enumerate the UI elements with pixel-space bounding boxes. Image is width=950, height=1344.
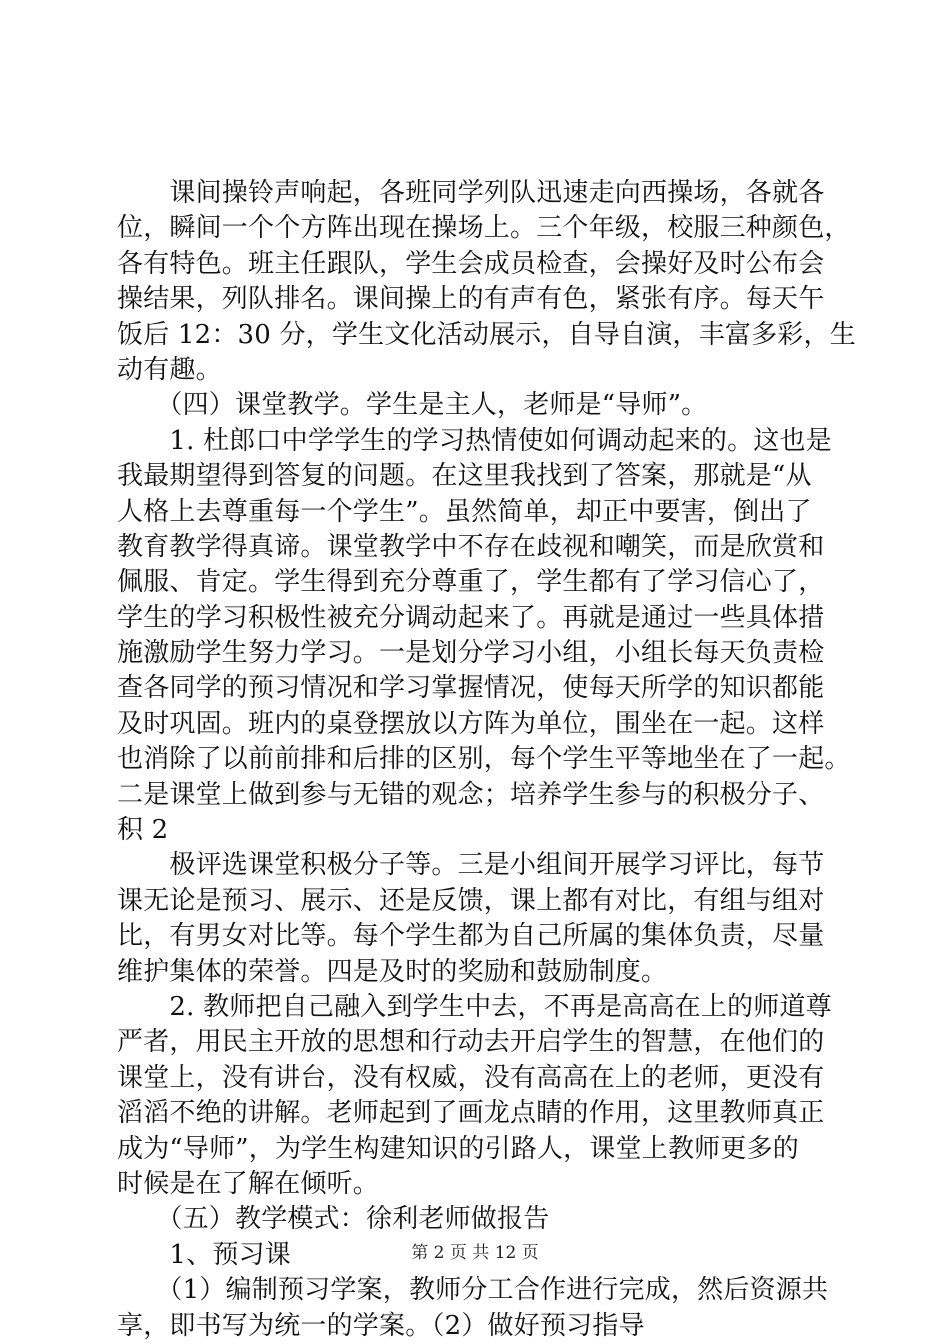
text-line: 极评选课堂积极分子等。三是小组间开展学习评比，每节 xyxy=(117,850,825,881)
text-line: 也消除了以前前排和后排的区别，每个学生平等地坐在了一起。 xyxy=(117,744,851,775)
text-line: 学生的学习积极性被充分调动起来了。再就是通过一些具体措 xyxy=(117,602,825,633)
text-line: 二是课堂上做到参与无错的观念；培养学生参与的积极分子、 xyxy=(117,779,825,810)
subsection-heading: 1、预习课 xyxy=(117,1239,291,1270)
text-line: 查各同学的预习情况和学习掌握情况，使每天所学的知识都能 xyxy=(117,673,825,704)
text-line: 维护集体的荣誉。四是及时的奖励和鼓励制度。 xyxy=(117,956,668,987)
text-line: 操结果，列队排名。课间操上的有声有色，紧张有序。每天午 xyxy=(117,284,825,315)
text-line: 佩服、肯定。学生得到充分尊重了，学生都有了学习信心了， xyxy=(117,567,825,598)
text-line: 位，瞬间一个个方阵出现在操场上。三个年级，校服三种颜色， xyxy=(117,213,851,244)
text-line: 2. 教师把自己融入到学生中去，不再是高高在上的师道尊 xyxy=(117,991,832,1022)
page-number-footer: 第 2 页 共 12 页 xyxy=(411,1243,539,1263)
text-line: 动有趣。 xyxy=(117,354,222,385)
text-line: 比，有男女对比等。每个学生都为自己所属的集体负责，尽量 xyxy=(117,921,825,952)
text-line: 课无论是预习、展示、还是反馈，课上都有对比，有组与组对 xyxy=(117,885,825,916)
section-heading: （五）教学模式：徐利老师做报告 xyxy=(117,1204,550,1235)
text-line: （1）编制预习学案，教师分工合作进行完成，然后资源共 xyxy=(117,1275,829,1306)
text-line: 人格上去尊重每一个学生”。虽然简单，却正中要害，倒出了 xyxy=(117,496,812,527)
text-line: 教育教学得真谛。课堂教学中不存在歧视和嘲笑，而是欣赏和 xyxy=(117,531,825,562)
text-line: 1. 杜郎口中学学生的学习热情使如何调动起来的。这也是 xyxy=(117,425,832,456)
text-line: 积 2 xyxy=(117,815,169,846)
text-line: 严者，用民主开放的思想和行动去开启学生的智慧，在他们的 xyxy=(117,1027,825,1058)
text-line: 滔滔不绝的讲解。老师起到了画龙点睛的作用，这里教师真正 xyxy=(117,1098,825,1129)
text-line: 施激励学生努力学习。一是划分学习小组，小组长每天负责检 xyxy=(117,638,825,669)
text-line: 我最期望得到答复的问题。在这里我找到了答案，那就是“从 xyxy=(117,461,812,492)
text-line: 享，即书写为统一的学案。（2）做好预习指导 xyxy=(117,1310,645,1341)
text-line: 课间操铃声响起，各班同学列队迅速走向西操场，各就各 xyxy=(117,178,825,208)
document-body xyxy=(117,176,856,1344)
text-line: 时候是在了解在倾听。 xyxy=(117,1168,380,1199)
text-line: 成为“导师”，为学生构建知识的引路人，课堂上教师更多的 xyxy=(117,1133,799,1164)
text-line: 各有特色。班主任跟队，学生会成员检查，会操好及时公布会 xyxy=(117,248,825,279)
text-line: 课堂上，没有讲台，没有权威，没有高高在上的老师，更没有 xyxy=(117,1062,825,1093)
text-line: 及时巩固。班内的桌登摆放以方阵为单位，围坐在一起。这样 xyxy=(117,708,825,739)
text-line: 饭后 12：30 分，学生文化活动展示，自导自演，丰富多彩，生 xyxy=(117,319,856,350)
section-heading: （四）课堂教学。学生是主人，老师是“导师”。 xyxy=(117,390,708,421)
